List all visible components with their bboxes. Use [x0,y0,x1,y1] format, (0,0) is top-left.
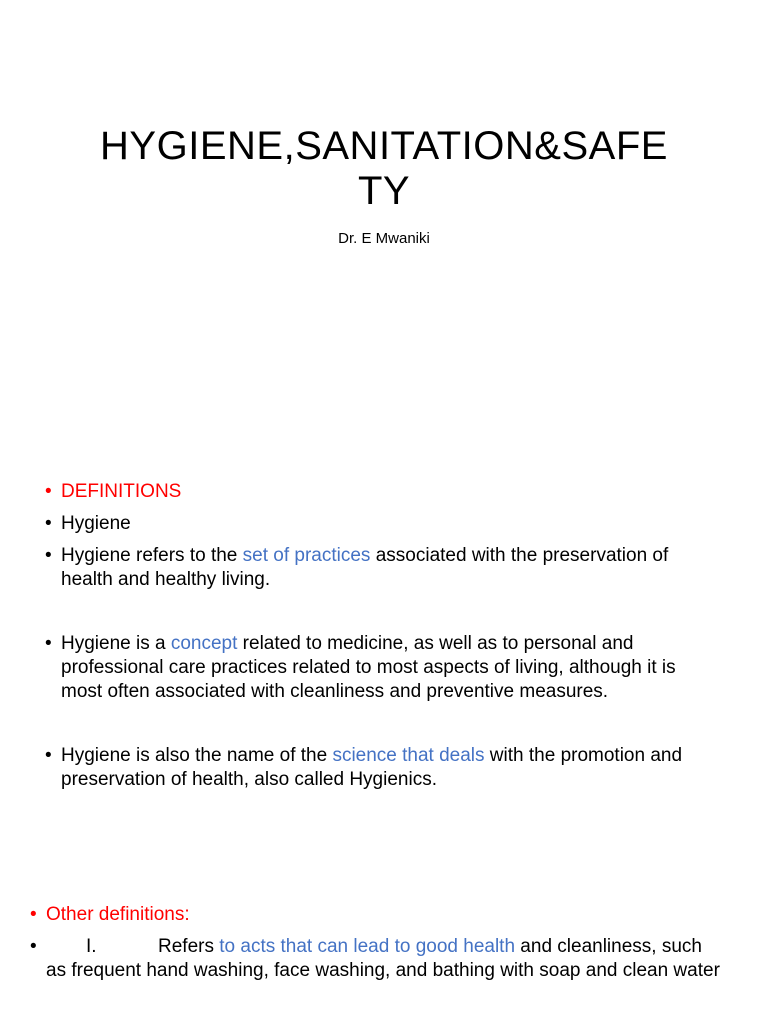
text-segment: Hygiene is also the name of the [61,745,333,766]
bullet-icon: • [30,904,37,925]
bullet-icon: • [30,936,37,957]
list-item-concept [45,632,713,704]
highlighted-phrase: set of practices [242,545,371,566]
definitions-list [45,480,713,792]
list-item-science [45,744,713,792]
text-segment: with the promotion and preservation of health, also called Hygienics. [61,745,683,790]
bullet-icon: • [45,633,52,654]
text-segment: related to medicine, as well as to personal and professional care practices related to most aspects of living, although it is most often associated with cleanliness and preventive measures. [61,633,676,702]
bullet-icon: • [45,545,52,566]
text-segment: associated with the preservation of health and healthy living. [61,545,669,590]
other-definitions-slide [0,860,768,1024]
highlighted-phrase: concept [170,633,238,654]
other-definitions-heading-text: Other definitions: [46,904,190,925]
other-definitions-list [30,903,720,983]
slide-title: HYGIENE,SANITATION&SAFETY [100,124,668,213]
text-segment: and cleanliness, such as frequent hand washing, face washing, and bathing with soap and clean water [46,936,720,981]
highlighted-phrase: science that deals [332,745,485,766]
roman-numeral: I. [86,936,97,957]
list-item-hygiene [45,512,713,536]
text-segment: Hygiene is a [61,633,171,654]
definitions-heading [45,480,713,504]
hygiene-term: Hygiene [61,513,131,534]
list-item-set-of-practices [45,544,713,592]
definitions-heading-text: DEFINITIONS [61,481,182,502]
highlighted-phrase: to acts that can lead to good health [219,936,516,957]
slide-author: Dr. E Mwaniki [338,230,430,247]
title-slide [0,0,768,430]
text-segment: Hygiene refers to the [61,545,243,566]
bullet-icon: • [45,481,52,502]
definitions-slide [0,430,768,860]
bullet-icon: • [45,513,52,534]
text-segment: Refers [158,936,220,957]
list-item-good-health [30,935,720,983]
other-definitions-heading [30,903,720,927]
bullet-icon: • [45,745,52,766]
